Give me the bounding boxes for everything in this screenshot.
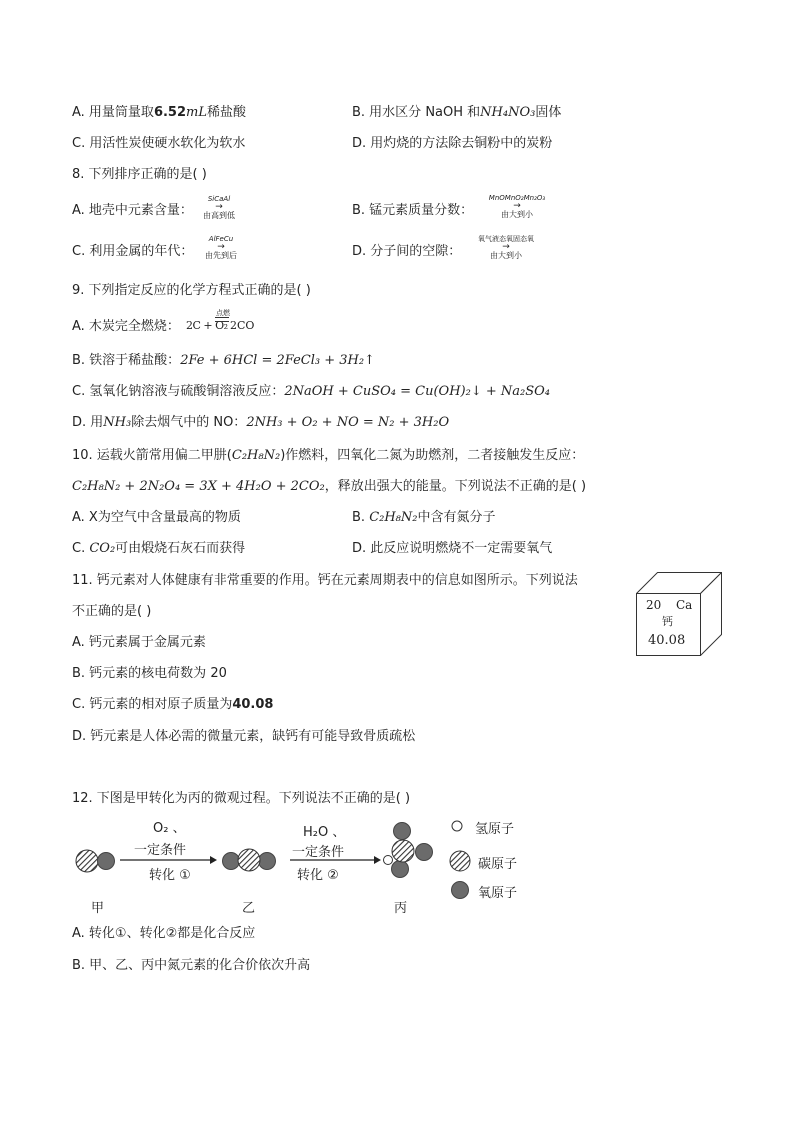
q9-a-condition: 点燃 [216,309,230,317]
molecule-jia [76,850,115,872]
calcium-element-card [636,572,722,656]
q10-option-a: A. X为空气中含量最高的物质 [72,510,241,525]
arrow-1-top-label: O₂ 、 [153,821,186,836]
molecule-bing [384,823,433,878]
legend-hydrogen-icon [452,821,462,831]
q9-b-equation: 2Fe + 6HCl = 2FeCl₃ + 3H₂↑ [180,353,375,368]
q8-a-top: SiCaAl [207,195,231,203]
q7-b-pre: B. 用水区分 NaOH 和 [352,105,481,120]
q8-d-bottom: 由大到小 [490,251,522,260]
q9-d-pre: D. 用 [72,415,104,430]
legend-carbon-icon [450,851,470,871]
q10-stem-formula: C₂H₈N₂ [231,448,281,463]
q7-a-post: 稀盐酸 [206,105,246,120]
q8-c-label: C. 利用金属的年代： [72,244,194,259]
q11-c-pre: C. 钙元素的相对原子质量为 [72,697,233,712]
arrow-1-middle-label: 一定条件 [134,843,187,858]
q9-a-label: A. 木炭完全燃烧： [72,319,180,334]
q7-b-formula: NH₄NO₃ [480,105,536,120]
legend-carbon-label: 碳原子 [478,857,518,872]
q8-a-label: A. 地壳中元素含量： [72,203,193,218]
q9-option-b [72,352,375,370]
legend-oxygen-icon [452,882,469,899]
arrow-2-bottom-label: 转化 ② [297,868,339,883]
arrow-right-icon: → [217,242,225,252]
q8-c-bottom: 由先到后 [205,251,237,260]
q8-d-label: D. 分子间的空隙： [352,244,462,259]
q7-a-pre: A. 用量筒量取 [72,105,154,120]
q7-option-c: C. 用活性炭使硬水软化为软水 [72,136,246,151]
label-bing: 丙 [394,901,408,916]
q12-stem: 12. 下图是甲转化为丙的微观过程。下列说法不正确的是( ) [72,791,411,806]
q8-c-top: AlFeCu [208,235,234,243]
q12-reaction-diagram [70,812,540,916]
q7-option-b [352,104,561,122]
q9-option-d [72,414,449,432]
q10-equation: C₂H₈N₂ + 2N₂O₄ = 3X + 4H₂O + 2CO₂ [72,479,325,494]
element-name: 钙 [662,615,673,628]
q9-b-label: B. 铁溶于稀盐酸： [72,353,181,368]
q11-option-a: A. 钙元素属于金属元素 [72,635,206,650]
q9-option-c [72,383,550,401]
arrow-right-icon: → [215,202,223,212]
q10-stem-pre: 10. 运载火箭常用偏二甲肼( [72,448,232,463]
q10-b-pre: B. [352,510,370,525]
arrow-right-icon: → [513,201,521,211]
q8-a-sequence [194,195,244,220]
q8-d-sequence [464,235,548,260]
q10-c-formula: CO₂ [89,541,116,556]
q9-a-equation [186,308,256,338]
q9-stem: 9. 下列指定反应的化学方程式正确的是( ) [72,283,311,298]
q7-a-unit: mL [186,105,207,120]
q8-b-top: MnOMnO₂Mn₂O₃ [488,194,546,202]
q10-stem-line1 [72,447,584,465]
legend-oxygen-label: 氧原子 [478,886,518,901]
q9-d-nh3: NH₃ [103,415,132,430]
q10-stem-post: )作燃料，四氧化二氮为助燃剂，二者接触发生反应： [280,448,585,463]
q8-d-top: 氧气液态氧固态氧 [478,235,534,243]
q9-d-mid: 除去烟气中的 NO： [131,415,247,430]
q11-option-d: D. 钙元素是人体必需的微量元素，缺钙有可能导致骨质疏松 [72,729,416,744]
molecule-yi [223,849,276,871]
q11-option-c [72,696,273,714]
label-yi: 乙 [242,901,256,916]
q10-equation-post: ，释放出强大的能量。下列说法不正确的是( ) [324,479,587,494]
arrow-1-bottom-label: 转化 ① [149,868,191,883]
arrow-2-top-label: H₂O 、 [303,825,346,840]
q9-c-equation: 2NaOH + CuSO₄ = Cu(OH)₂↓ + Na₂SO₄ [284,384,550,399]
q11-c-value: 40.08 [232,697,274,712]
q7-option-d: D. 用灼烧的方法除去铜粉中的炭粉 [352,136,553,151]
q7-option-a [72,104,246,122]
q10-c-pre: C. [72,541,90,556]
q10-b-post: 中含有氮分子 [417,510,496,525]
arrow-2-middle-label: 一定条件 [292,845,345,860]
q12-option-a: A. 转化①、转化②都是化合反应 [72,926,256,941]
atomic-mass: 40.08 [648,633,686,648]
q10-option-d: D. 此反应说明燃烧不一定需要氧气 [352,541,553,556]
q7-a-value: 6.52 [153,105,187,120]
element-symbol: Ca [676,598,693,612]
legend-hydrogen-label: 氢原子 [475,822,515,837]
q10-option-b [352,509,496,527]
q8-c-sequence [196,235,246,260]
q8-b-sequence [472,194,562,219]
q11-option-b: B. 钙元素的核电荷数为 20 [72,666,227,681]
q8-a-bottom: 由高到低 [203,211,235,220]
q11-stem-line1: 11. 钙元素对人体健康有非常重要的作用。钙在元素周期表中的信息如图所示。下列说法 [72,573,578,588]
q9-a-equals-sign [215,317,229,322]
q10-stem-line2 [72,478,586,496]
q9-a-reactants: 2C + O₂ [186,319,228,332]
q10-b-formula: C₂H₈N₂ [369,510,418,525]
q10-option-c [72,540,245,558]
q8-b-bottom: 由大到小 [501,210,533,219]
q9-a-product: 2CO [230,319,255,332]
label-jia: 甲 [91,901,105,916]
arrow-right-icon: → [502,242,510,252]
q9-d-equation: 2NH₃ + O₂ + NO = N₂ + 3H₂O [246,415,450,430]
q7-b-post: 固体 [535,105,562,120]
q8-stem: 8. 下列排序正确的是( ) [72,167,207,182]
q11-stem-line2: 不正确的是( ) [72,604,152,619]
atomic-number: 20 [646,598,662,612]
q9-c-label: C. 氢氧化钠溶液与硫酸铜溶液反应： [72,384,285,399]
q8-b-label: B. 锰元素质量分数： [352,203,474,218]
q12-option-b: B. 甲、乙、丙中氮元素的化合价依次升高 [72,958,311,973]
q10-c-post: 可由煅烧石灰石而获得 [115,541,246,556]
